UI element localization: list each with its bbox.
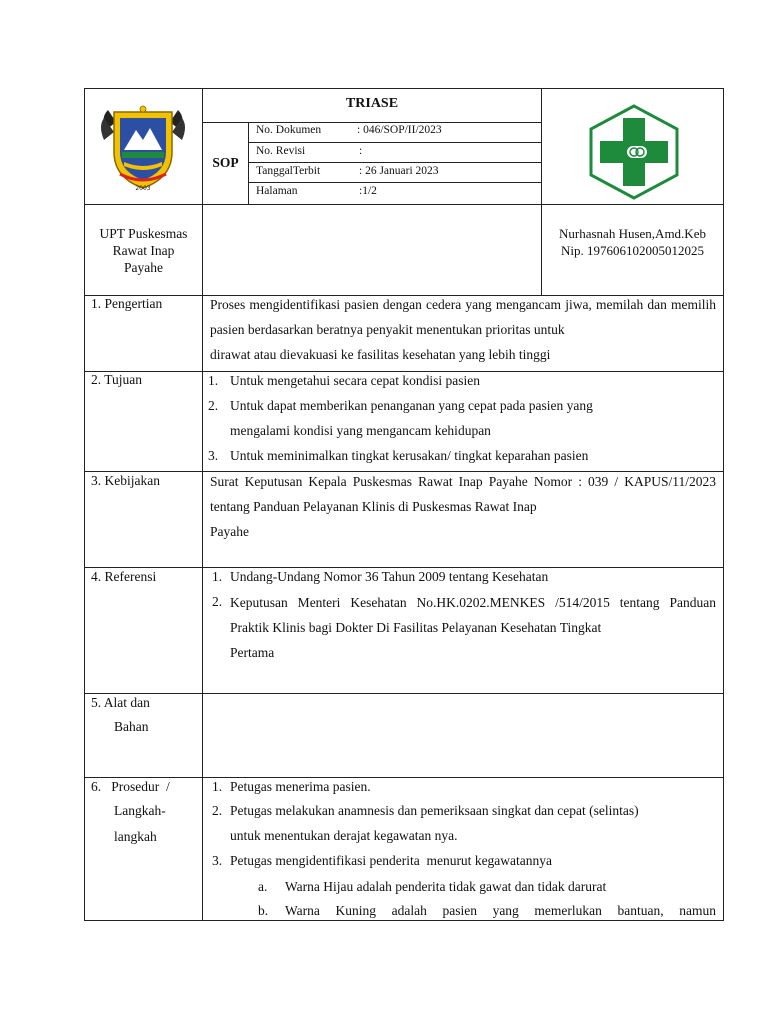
referensi-item-1: Undang-Undang Nomor 36 Tahun 2009 tentang Kesehatan [230,569,549,584]
tujuan-num-3: 3. [208,448,219,463]
tujuan-item-2-line-2: mengalami kondisi yang mengancam kehidupan [230,423,491,438]
section-label-referensi: 4. Referensi [91,569,157,584]
org-name-line-1: UPT Puskesmas [99,226,188,241]
header-row-bottom [84,204,724,205]
pengertian-body: Proses mengidentifikasi pasien dengan cedera yang mengancam jiwa, memilah dan memilih pasien berdasarkan beratnya penyakit menentukan prioritas untuk [210,297,716,337]
document-title: TRIASE [345,96,399,111]
referensi-num-2: 2. [212,594,223,609]
prosedur-sub-a-num: a. [258,879,268,894]
meta-row-3 [248,182,542,183]
prosedur-item-2-last-line: untuk menentukan derajat kegawatan nya. [230,828,458,843]
prosedur-item-1: Petugas menerima pasien. [230,779,371,794]
meta-row-1 [248,142,542,143]
meta-label-dokumen: No. Dokumen [256,124,322,136]
org-name-line-3: Payahe [124,260,163,275]
row-sep-referensi [84,693,724,694]
tujuan-item-1: Untuk mengetahui secara cepat kondisi pasien [230,373,481,388]
referensi-item-2 [230,590,716,665]
sop-divider [248,122,249,204]
table-border-bottom [84,920,724,921]
section-label-prosedur-line-1: 6. Prosedur / [91,779,170,794]
pengertian-last-line: dirawat atau dievakuasi ke fasilitas kesehatan yang lebih tinggi [210,347,551,362]
section-label-kebijakan: 3. Kebijakan [91,473,160,488]
kebijakan-text [210,469,716,544]
section-label-alat-line-2: Bahan [114,719,149,734]
regency-emblem [98,100,188,192]
prosedur-num-3: 3. [212,853,223,868]
prosedur-num-2: 2. [212,803,223,818]
header-divider-right [541,88,542,296]
meta-label-halaman: Halaman [256,185,298,197]
section-label-prosedur-line-2: Langkah- [114,803,166,818]
section-label-prosedur-line-3: langkah [114,829,157,844]
meta-value-dokumen: : 046/SOP/II/2023 [357,124,442,136]
meta-label-revisi: No. Revisi [256,145,306,157]
row-sep-alat [84,777,724,778]
meta-value-revisi: : [359,145,363,157]
signer-name: Nurhasnah Husen,Amd.Keb [559,226,706,241]
meta-label-tanggal: TanggalTerbit [256,165,321,177]
sop-label: SOP [212,155,239,170]
prosedur-item-2 [230,798,716,848]
prosedur-sub-b [285,898,716,920]
meta-row-2 [248,162,542,163]
section-label-pengertian: 1. Pengertian [91,296,163,311]
prosedur-sub-a: Warna Hijau adalah penderita tidak gawat dan tidak darurat [285,879,607,894]
referensi-item-2-body: Keputusan Menteri Kesehatan No.HK.0202.MENKES /514/2015 tentang Panduan Praktik Klinis bagi Dokter Di Fasilitas Pelayanan Kesehatan Tingkat [230,595,716,635]
row-sep-kebijakan [84,567,724,568]
emblem-year: 2003 [135,185,151,192]
pengertian-text [210,292,716,367]
referensi-num-1: 1. [212,569,223,584]
row-sep-pengertian [84,371,724,372]
kebijakan-body: Surat Keputusan Kepala Puskesmas Rawat Inap Payahe Nomor : 039 / KAPUS/11/2023 tentang Panduan Pelayanan Klinis di Puskesmas Rawat Inap [210,474,716,514]
prosedur-sub-b-body: Warna Kuning adalah pasien yang memerlukan bantuan, namun [285,903,716,918]
table-border-right [723,88,724,921]
tujuan-item-3: Untuk meminimalkan tingkat kerusakan/ tingkat keparahan pasien [230,448,589,463]
referensi-item-2-last-line: Pertama [230,645,275,660]
tujuan-item-2-line-1: Untuk dapat memberikan penanganan yang cepat pada pasien yang [230,398,593,413]
table-border-top [84,88,724,89]
meta-value-tanggal: : 26 Januari 2023 [359,165,439,177]
prosedur-num-1: 1. [212,779,223,794]
prosedur-item-2-body: Petugas melakukan anamnesis dan pemeriksaan singkat dan cepat (selintas) [230,803,639,818]
prosedur-item-3: Petugas mengidentifikasi penderita menurut kegawatannya [230,853,553,868]
header-divider-left [202,88,203,921]
prosedur-sub-b-num: b. [258,903,269,918]
org-name-line-2: Rawat Inap [112,243,175,258]
tujuan-num-1: 1. [208,373,219,388]
section-label-alat-line-1: 5. Alat dan [91,695,150,710]
signer-nip: Nip. 197606102005012025 [561,243,704,258]
section-label-tujuan: 2. Tujuan [91,372,143,387]
kebijakan-last-line: Payahe [210,524,249,539]
table-border-left [84,88,85,921]
tujuan-num-2: 2. [208,398,219,413]
meta-value-halaman: :1/2 [359,185,377,197]
puskesmas-logo-icon [587,104,681,200]
